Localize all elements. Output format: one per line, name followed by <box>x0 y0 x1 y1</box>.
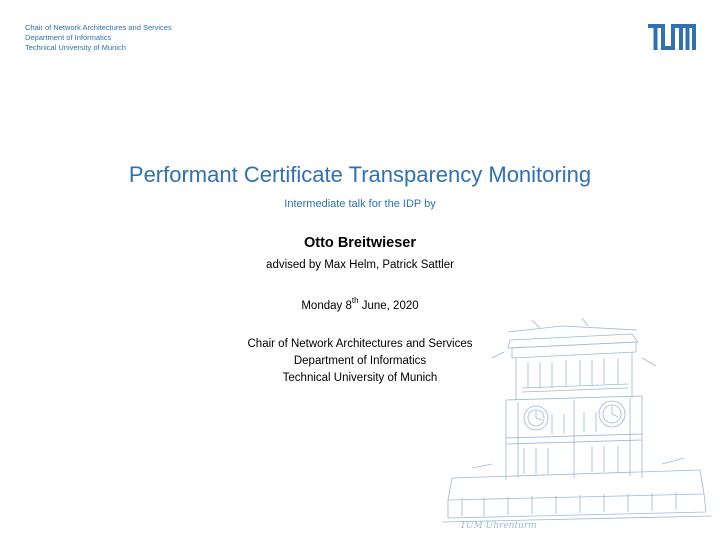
presentation-subtitle: Intermediate talk for the IDP by <box>284 198 436 210</box>
advisors: advised by Max Helm, Patrick Sattler <box>266 259 454 271</box>
header-affiliation-department: Department of Informatics <box>25 33 112 42</box>
date-ordinal: th <box>351 296 359 305</box>
footer-affiliation-department: Department of Informatics <box>293 355 427 367</box>
author-name: Otto Breitwieser <box>304 235 416 251</box>
header-affiliation <box>25 23 172 53</box>
illustration-caption: TUM Uhrenturm <box>460 521 537 531</box>
presentation-date <box>0 296 720 312</box>
footer-affiliation-university: Technical University of Munich <box>282 372 438 384</box>
date-suffix: June, 2020 <box>358 300 419 312</box>
footer-affiliation-chair: Chair of Network Architectures and Services <box>247 338 473 350</box>
presentation-title: Performant Certificate Transparency Monitoring <box>128 162 592 187</box>
tum-logo <box>648 24 696 50</box>
date-prefix: Monday 8 <box>301 300 352 312</box>
header-affiliation-chair: Chair of Network Architectures and Services <box>25 23 172 32</box>
clock-tower-illustration <box>432 318 720 541</box>
header-affiliation-university: Technical University of Munich <box>25 43 126 52</box>
